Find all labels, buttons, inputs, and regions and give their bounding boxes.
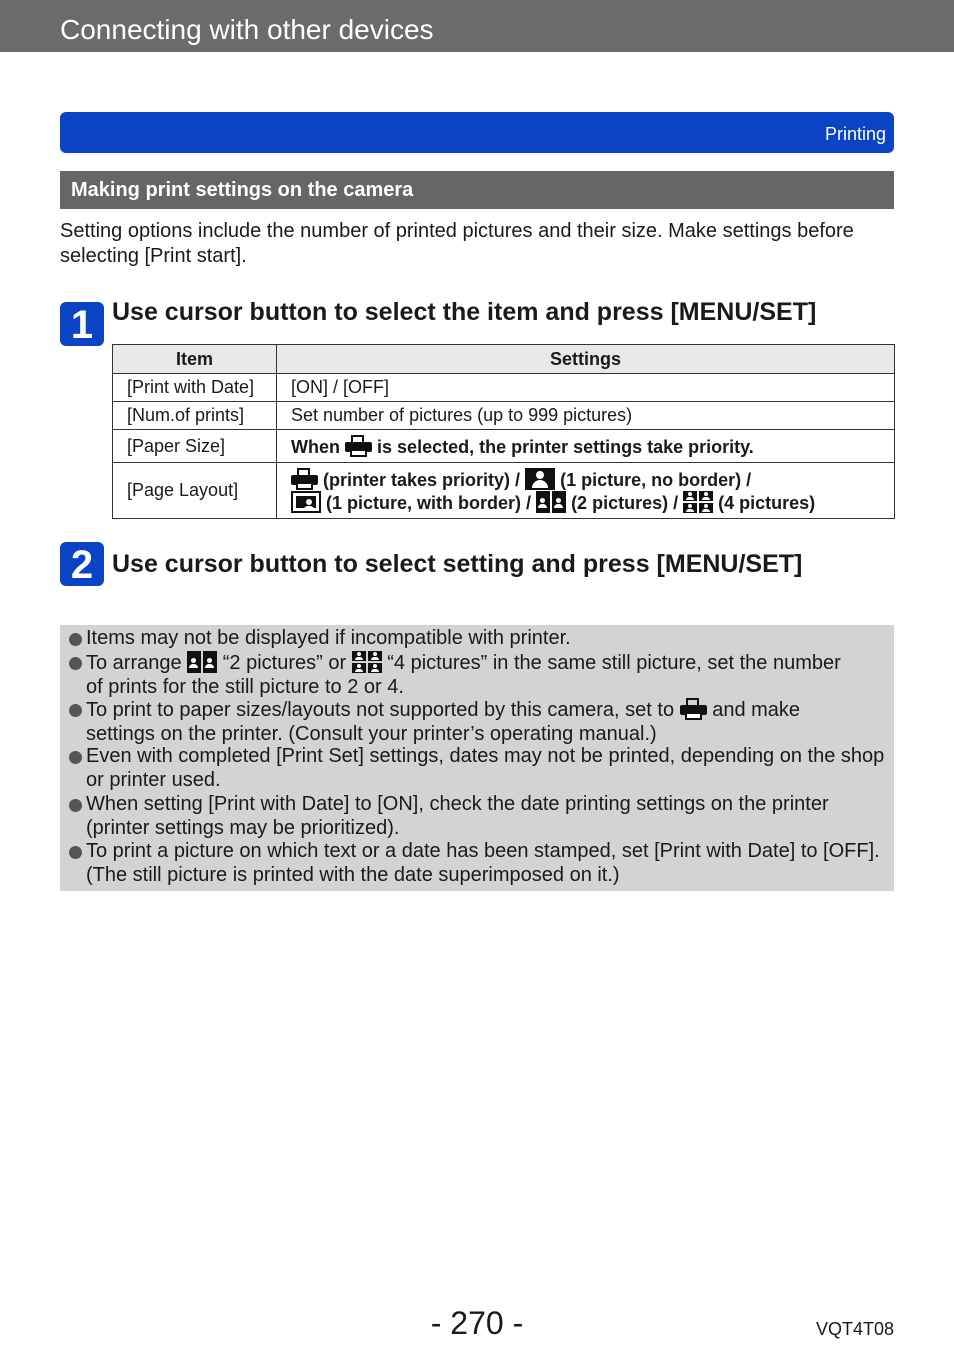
- layout-2-pictures-icon: [187, 651, 217, 673]
- section-heading: Making print settings on the camera: [71, 179, 414, 201]
- note-item: [86, 745, 886, 792]
- bullet-icon: [69, 799, 82, 812]
- note-text: “4 pictures” in the same still picture, set the number: [387, 652, 841, 674]
- table-row: [113, 430, 895, 463]
- row-setting: Set number of pictures (up to 999 pictures): [277, 402, 895, 430]
- note-text: When setting [Print with Date] to [ON], check the date printing settings on the printer (printer settings may be prioritized).: [86, 793, 829, 839]
- printer-icon: [680, 698, 707, 720]
- notes-box: [60, 625, 894, 891]
- section-heading-bar: [60, 171, 894, 209]
- layout-1-with-border-icon: [291, 491, 321, 513]
- layout-option-text: (2 pictures) /: [571, 492, 679, 513]
- page-number: - 270 -: [430, 1305, 524, 1341]
- layout-4-pictures-icon: [683, 491, 713, 513]
- note-text: “2 pictures” or: [222, 652, 347, 674]
- bullet-icon: [69, 657, 82, 670]
- bullet-icon: [69, 846, 82, 859]
- step-1-number: 1: [60, 302, 104, 346]
- settings-table: [112, 344, 895, 519]
- note-text: Items may not be displayed if incompatible with printer.: [86, 627, 571, 649]
- table-row: [113, 463, 895, 519]
- note-text: Even with completed [Print Set] settings, dates may not be printed, depending on the shop or printer used.: [86, 745, 885, 791]
- step-1-title: Use cursor button to select the item and press [MENU/SET]: [112, 298, 817, 326]
- row-item: [Num.of prints]: [113, 402, 277, 430]
- note-item: [86, 651, 886, 699]
- col-header-item: Item: [113, 345, 277, 374]
- header-bar: [0, 0, 954, 52]
- layout-4-pictures-icon: [352, 651, 382, 673]
- section-tab-bar: [60, 112, 894, 153]
- chapter-title: Connecting with other devices: [60, 14, 434, 45]
- step-2-title: Use cursor button to select setting and press [MENU/SET]: [112, 550, 803, 578]
- setting-text: When: [291, 436, 340, 457]
- layout-2-pictures-icon: [536, 491, 566, 513]
- row-setting: [277, 430, 895, 463]
- col-header-settings: Settings: [277, 345, 895, 374]
- bullet-icon: [69, 633, 82, 646]
- layout-option-text: (4 pictures): [718, 492, 816, 513]
- step-2-number: 2: [60, 542, 104, 586]
- printer-icon: [291, 468, 318, 490]
- document-code: VQT4T08: [815, 1319, 894, 1339]
- row-setting: [277, 463, 895, 519]
- layout-option-text: (1 picture, no border) /: [560, 469, 752, 490]
- note-text: settings on the printer. (Consult your printer’s operating manual.): [86, 722, 657, 745]
- note-item: [86, 793, 886, 840]
- layout-option-text: (printer takes priority) /: [323, 469, 521, 490]
- note-text: To print to paper sizes/layouts not supported by this camera, set to: [86, 699, 675, 721]
- setting-text: is selected, the printer settings take priority.: [377, 436, 754, 457]
- layout-option-text: (1 picture, with border) /: [326, 492, 532, 513]
- note-item: [86, 627, 886, 651]
- row-item: [Page Layout]: [113, 463, 277, 519]
- note-item: [86, 698, 886, 746]
- note-text: To print a picture on which text or a date has been stamped, set [Print with Date] to [OFF]. (The still picture is printed with the date superimposed on it.): [86, 840, 880, 886]
- section-tab-label: Printing: [824, 124, 886, 144]
- row-setting: [ON] / [OFF]: [277, 374, 895, 402]
- bullet-icon: [69, 751, 82, 764]
- row-item: [Print with Date]: [113, 374, 277, 402]
- table-row: [113, 402, 895, 430]
- note-text: and make: [712, 699, 801, 721]
- intro-text: Setting options include the number of printed pictures and their size. Make settings before selecting [Print start].: [60, 220, 854, 267]
- note-text: of prints for the still picture to 2 or 4.: [86, 675, 404, 698]
- note-text: To arrange: [86, 652, 182, 674]
- layout-1-no-border-icon: [525, 468, 555, 490]
- note-item: [86, 840, 886, 887]
- bullet-icon: [69, 704, 82, 717]
- table-row: [113, 374, 895, 402]
- table-header-row: [113, 345, 895, 374]
- printer-icon: [345, 435, 372, 457]
- row-item: [Paper Size]: [113, 430, 277, 463]
